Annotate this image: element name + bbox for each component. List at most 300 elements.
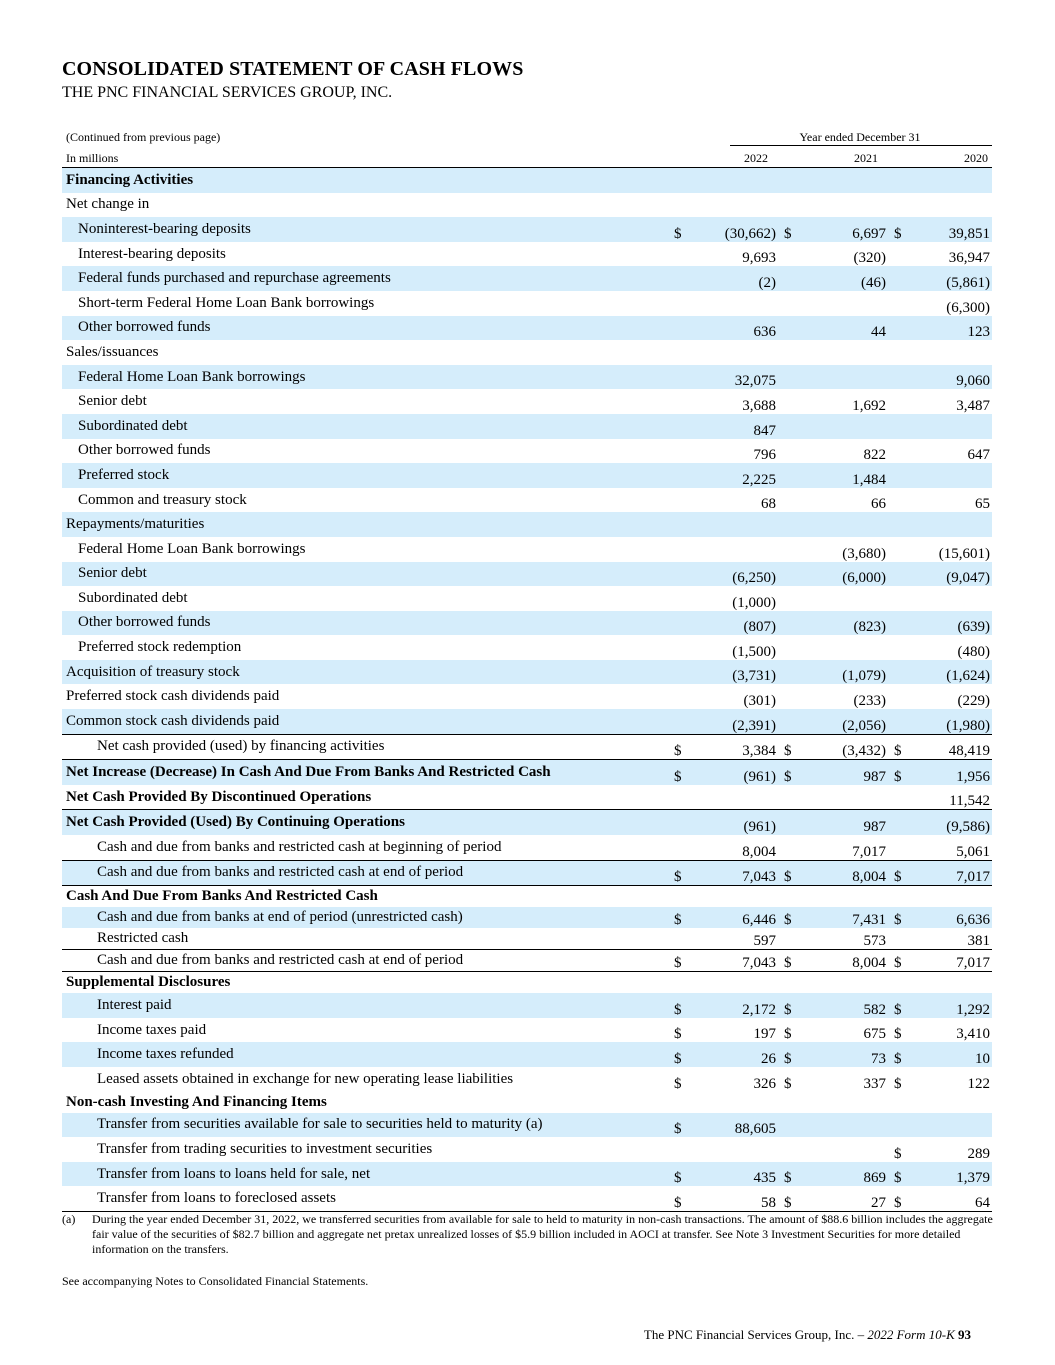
value-2022: (1,000)	[732, 594, 776, 611]
value-2020: 3,410	[956, 1026, 990, 1043]
value-2021: 7,431	[812, 907, 888, 928]
value-2020: 1,379	[922, 1162, 992, 1187]
value-2021: (823)	[812, 611, 888, 636]
dollar-sign	[888, 512, 922, 537]
value-2022: 597	[753, 933, 776, 950]
value-2022: 326	[753, 1075, 776, 1092]
row-label: Interest paid	[62, 993, 668, 1018]
table-row	[62, 993, 992, 1018]
dollar-sign	[778, 586, 812, 611]
value-2022: 197	[753, 1026, 776, 1043]
table-row	[62, 860, 992, 886]
value-2022: 7,043	[702, 950, 778, 972]
table-row	[62, 1162, 992, 1187]
table-row	[62, 168, 992, 193]
row-label: Preferred stock cash dividends paid	[66, 688, 280, 705]
dollar-sign	[668, 316, 702, 341]
value-2022: (961)	[702, 810, 778, 835]
dollar-sign	[668, 886, 702, 908]
table-row	[62, 810, 992, 835]
value-2022: 3,384	[702, 734, 778, 760]
row-label: Net Cash Provided (Used) By Continuing Operations	[62, 810, 668, 835]
value-2022: 2,225	[702, 463, 778, 488]
dollar-sign: $	[778, 907, 812, 928]
dollar-sign	[888, 611, 922, 636]
row-label: Common stock cash dividends paid	[62, 709, 668, 734]
dollar-sign: $	[888, 907, 922, 928]
value-2021	[812, 586, 888, 611]
value-2022: (1,500)	[732, 643, 776, 660]
value-2022: 9,693	[742, 250, 776, 267]
value-2021: 1,484	[812, 463, 888, 488]
dollar-sign	[888, 1092, 922, 1113]
value-2020: (1,624)	[922, 660, 992, 685]
dollar-sign	[778, 512, 812, 537]
year-2022-header: 2022	[744, 151, 768, 165]
table-row	[62, 635, 992, 660]
dollar-sign	[668, 193, 702, 218]
dollar-sign	[888, 785, 922, 810]
dollar-sign	[888, 365, 922, 390]
dollar-sign	[668, 1137, 702, 1162]
table-row	[62, 835, 992, 860]
value-2020	[922, 1113, 992, 1138]
value-2020: 7,017	[922, 860, 992, 886]
dollar-sign	[888, 684, 922, 709]
row-label: Leased assets obtained in exchange for new operating lease liabilities	[97, 1070, 514, 1087]
value-2020: 381	[967, 933, 990, 950]
dollar-sign	[668, 835, 702, 860]
table-row	[62, 562, 992, 587]
value-2022: 2,172	[702, 993, 778, 1018]
value-2021: (2,056)	[812, 709, 888, 734]
table-row	[62, 928, 992, 950]
table-row	[62, 389, 992, 414]
row-label: Financing Activities	[62, 168, 668, 193]
dollar-sign: $	[668, 1042, 702, 1067]
dollar-sign	[668, 512, 702, 537]
dollar-sign	[888, 266, 922, 291]
value-2021	[812, 972, 888, 994]
row-label: Net cash provided (used) by financing activities	[62, 734, 668, 760]
row-label: Transfer from loans to loans held for sale, net	[62, 1162, 668, 1187]
dollar-sign: $	[888, 950, 922, 972]
dollar-sign: $	[894, 1145, 902, 1162]
value-2020: (1,980)	[922, 709, 992, 734]
value-2022: (301)	[743, 693, 776, 710]
dollar-sign	[668, 1092, 702, 1113]
value-2020: (5,861)	[922, 266, 992, 291]
table-row	[62, 1186, 992, 1211]
dollar-sign	[778, 835, 812, 860]
row-label: Senior debt	[62, 562, 668, 587]
dollar-sign: $	[894, 1026, 902, 1043]
value-2022	[702, 1137, 778, 1162]
value-2021	[812, 785, 888, 810]
value-2021: 7,017	[852, 843, 886, 860]
value-2021: (6,000)	[812, 562, 888, 587]
value-2022	[702, 537, 778, 562]
row-label: Sales/issuances	[66, 343, 159, 360]
dollar-sign	[778, 389, 812, 414]
see-notes-text: See accompanying Notes to Consolidated Financial Statements.	[62, 1274, 369, 1288]
row-label: Transfer from trading securities to investment securities	[97, 1140, 433, 1157]
value-2020: 36,947	[948, 250, 990, 267]
value-2021: (46)	[812, 266, 888, 291]
value-2020	[922, 886, 992, 908]
table-row	[62, 684, 992, 709]
table-row	[62, 972, 992, 994]
dollar-sign	[888, 291, 922, 316]
table-row	[62, 1042, 992, 1067]
dollar-sign	[668, 340, 702, 365]
dollar-sign	[888, 340, 922, 365]
table-row	[62, 660, 992, 685]
table-row	[62, 291, 992, 316]
value-2022: 58	[702, 1186, 778, 1211]
footnote-marker: (a)	[62, 1212, 76, 1226]
dollar-sign	[888, 886, 922, 908]
dollar-sign	[888, 316, 922, 341]
value-2022: (2,391)	[702, 709, 778, 734]
row-label: Restricted cash	[97, 930, 189, 947]
dollar-sign	[668, 266, 702, 291]
year-2021-header: 2021	[854, 151, 878, 165]
dollar-sign: $	[888, 993, 922, 1018]
value-2022: (3,731)	[702, 660, 778, 685]
dollar-sign	[668, 389, 702, 414]
dollar-sign	[668, 785, 702, 810]
table-row	[62, 414, 992, 439]
dollar-sign: $	[668, 993, 702, 1018]
value-2020	[922, 463, 992, 488]
value-2021: 8,004	[812, 950, 888, 972]
value-2022: (30,662)	[702, 217, 778, 242]
dollar-sign	[778, 193, 812, 218]
table-row	[62, 1092, 992, 1113]
dollar-sign: $	[888, 1186, 922, 1211]
dollar-sign	[668, 972, 702, 994]
row-label: Income taxes paid	[97, 1021, 207, 1038]
dollar-sign: $	[778, 860, 812, 886]
row-label: Short-term Federal Home Loan Bank borrowings	[78, 294, 375, 311]
continued-note: (Continued from previous page)	[66, 130, 221, 144]
dollar-sign	[888, 972, 922, 994]
value-2021	[812, 886, 888, 908]
row-label: Other borrowed funds	[62, 611, 668, 636]
row-label: Federal funds purchased and repurchase agreements	[62, 266, 668, 291]
footer-form: 2022 Form 10-K	[867, 1327, 955, 1342]
dollar-sign	[778, 463, 812, 488]
dollar-sign: $	[778, 1186, 812, 1211]
dollar-sign: $	[778, 1162, 812, 1187]
value-2020: 3,487	[956, 397, 990, 414]
dollar-sign	[778, 635, 812, 660]
dollar-sign	[668, 463, 702, 488]
dollar-sign	[778, 660, 812, 685]
dollar-sign: $	[778, 217, 812, 242]
row-label: Net Increase (Decrease) In Cash And Due From Banks And Restricted Cash	[62, 760, 668, 785]
value-2022: (961)	[702, 760, 778, 785]
dollar-sign	[888, 1113, 922, 1138]
value-2021: 66	[871, 496, 886, 513]
value-2022: 636	[702, 316, 778, 341]
value-2021	[812, 1092, 888, 1113]
row-label: Cash and due from banks and restricted cash at end of period	[62, 950, 668, 972]
value-2020	[922, 512, 992, 537]
table-row	[62, 316, 992, 341]
value-2020: 65	[975, 496, 990, 513]
value-2020: (9,047)	[922, 562, 992, 587]
value-2020: 39,851	[922, 217, 992, 242]
row-label: Federal Home Loan Bank borrowings	[78, 540, 306, 557]
dollar-sign: $	[668, 1113, 702, 1138]
dollar-sign	[778, 168, 812, 193]
value-2022	[702, 785, 778, 810]
table-row	[62, 512, 992, 537]
dollar-sign	[778, 928, 812, 950]
dollar-sign	[778, 972, 812, 994]
table-row	[62, 709, 992, 734]
value-2021	[812, 291, 888, 316]
row-label: Acquisition of treasury stock	[62, 660, 668, 685]
dollar-sign	[888, 810, 922, 835]
table-row	[62, 785, 992, 810]
value-2021	[812, 414, 888, 439]
value-2021: (233)	[853, 693, 886, 710]
year-ended-rule	[730, 145, 992, 146]
table-row	[62, 340, 992, 365]
value-2020: (9,586)	[922, 810, 992, 835]
footnote-text: During the year ended December 31, 2022, we transferred securities from available for sale to held to maturity in non-cash transactions. The amount of $88.6 billion includes the aggregate fair value of the securities of $82.7 billion and aggregate net pretax unrealized losses of $5.9 billion included in AOCI at transfer. See Note 3 Investment Securities for more detailed information on the transfers.	[92, 1212, 993, 1256]
dollar-sign: $	[888, 1042, 922, 1067]
value-2021: 6,697	[812, 217, 888, 242]
dollar-sign: $	[674, 1075, 682, 1092]
dollar-sign	[778, 242, 812, 267]
dollar-sign: $	[668, 860, 702, 886]
row-label: Cash and due from banks at end of period (unrestricted cash)	[62, 907, 668, 928]
value-2022: 32,075	[702, 365, 778, 390]
dollar-sign	[778, 709, 812, 734]
value-2022	[702, 291, 778, 316]
value-2022	[702, 1092, 778, 1113]
dollar-sign: $	[668, 1162, 702, 1187]
value-2021: 822	[863, 447, 886, 464]
row-label: Transfer from loans to foreclosed assets	[62, 1186, 668, 1211]
value-2020: 10	[922, 1042, 992, 1067]
dollar-sign: $	[778, 1042, 812, 1067]
value-2021	[812, 1113, 888, 1138]
dollar-sign	[778, 316, 812, 341]
dollar-sign	[668, 709, 702, 734]
page-footer	[644, 1327, 971, 1343]
dollar-sign	[778, 785, 812, 810]
dollar-sign	[888, 463, 922, 488]
dollar-sign	[888, 709, 922, 734]
dollar-sign: $	[668, 217, 702, 242]
row-label: Senior debt	[78, 393, 147, 410]
year-2020-header: 2020	[964, 151, 988, 165]
dollar-sign	[668, 684, 702, 709]
value-2020	[922, 168, 992, 193]
dollar-sign	[778, 1092, 812, 1113]
dollar-sign: $	[778, 734, 812, 760]
value-2020: 9,060	[922, 365, 992, 390]
table-row	[62, 193, 992, 218]
footer-page-number: 93	[958, 1327, 971, 1342]
value-2022: 88,605	[702, 1113, 778, 1138]
row-label: Common and treasury stock	[78, 491, 247, 508]
dollar-sign	[888, 193, 922, 218]
value-2021: (1,079)	[812, 660, 888, 685]
value-2020	[922, 193, 992, 218]
value-2021: 582	[812, 993, 888, 1018]
value-2022	[702, 512, 778, 537]
dollar-sign	[668, 586, 702, 611]
row-label: Subordinated debt	[62, 414, 668, 439]
dollar-sign	[888, 242, 922, 267]
value-2022: 8,004	[742, 843, 776, 860]
table-row	[62, 439, 992, 464]
dollar-sign	[778, 886, 812, 908]
value-2022	[702, 886, 778, 908]
table-row	[62, 1018, 992, 1043]
dollar-sign	[888, 414, 922, 439]
dollar-sign: $	[778, 950, 812, 972]
dollar-sign	[888, 389, 922, 414]
row-label: Preferred stock	[62, 463, 668, 488]
company-name: THE PNC FINANCIAL SERVICES GROUP, INC.	[62, 84, 393, 101]
dollar-sign	[778, 439, 812, 464]
dollar-sign: $	[888, 217, 922, 242]
dollar-sign	[778, 1137, 812, 1162]
table-row	[62, 537, 992, 562]
dollar-sign: $	[674, 1026, 682, 1043]
dollar-sign	[888, 439, 922, 464]
dollar-sign	[778, 414, 812, 439]
value-2021	[812, 340, 888, 365]
value-2022	[702, 972, 778, 994]
dollar-sign	[778, 340, 812, 365]
value-2020: 1,956	[922, 760, 992, 785]
dollar-sign	[668, 635, 702, 660]
row-label: Preferred stock redemption	[78, 639, 242, 656]
dollar-sign: $	[778, 993, 812, 1018]
value-2020: 11,542	[949, 793, 990, 810]
dollar-sign	[778, 488, 812, 513]
dollar-sign: $	[888, 860, 922, 886]
row-label: Supplemental Disclosures	[66, 974, 231, 991]
row-label: Other borrowed funds	[62, 316, 668, 341]
value-2022: 796	[753, 447, 776, 464]
value-2022: 435	[702, 1162, 778, 1187]
dollar-sign	[668, 810, 702, 835]
footer-company: The PNC Financial Services Group, Inc. –	[643, 1327, 865, 1342]
value-2020: 5,061	[956, 843, 990, 860]
dollar-sign	[778, 266, 812, 291]
dollar-sign	[778, 684, 812, 709]
column-header-years	[62, 149, 992, 168]
dollar-sign	[778, 562, 812, 587]
value-2021	[812, 1137, 888, 1162]
value-2020	[922, 414, 992, 439]
table-row	[62, 488, 992, 513]
value-2020: 1,292	[922, 993, 992, 1018]
value-2020: 122	[967, 1075, 990, 1092]
value-2022: (6,250)	[702, 562, 778, 587]
dollar-sign	[668, 611, 702, 636]
value-2022: (807)	[702, 611, 778, 636]
value-2021: 8,004	[812, 860, 888, 886]
value-2022	[702, 168, 778, 193]
value-2022: (2)	[702, 266, 778, 291]
value-2021: 675	[863, 1026, 886, 1043]
dollar-sign: $	[668, 950, 702, 972]
value-2021: 337	[863, 1075, 886, 1092]
column-header-top	[62, 128, 992, 146]
value-2021: (320)	[853, 250, 886, 267]
table-row	[62, 760, 992, 785]
value-2022: 6,446	[702, 907, 778, 928]
table-row	[62, 242, 992, 267]
dollar-sign: $	[784, 1026, 792, 1043]
dollar-sign: $	[668, 1186, 702, 1211]
dollar-sign	[888, 635, 922, 660]
dollar-sign	[888, 168, 922, 193]
row-label: Interest-bearing deposits	[78, 245, 226, 262]
dollar-sign	[668, 414, 702, 439]
value-2022: 847	[702, 414, 778, 439]
dollar-sign: $	[894, 1075, 902, 1092]
dollar-sign: $	[668, 734, 702, 760]
dollar-sign	[668, 439, 702, 464]
dollar-sign	[668, 488, 702, 513]
dollar-sign	[668, 660, 702, 685]
value-2021: 573	[863, 933, 886, 950]
value-2022: 3,688	[742, 397, 776, 414]
value-2021: 1,692	[852, 397, 886, 414]
value-2020: 6,636	[922, 907, 992, 928]
value-2022	[702, 340, 778, 365]
row-label: Net Cash Provided By Discontinued Operations	[66, 788, 372, 805]
row-label: Cash and due from banks and restricted cash at beginning of period	[97, 838, 502, 855]
value-2022: 68	[761, 496, 776, 513]
dollar-sign	[778, 365, 812, 390]
table-row	[62, 1113, 992, 1138]
value-2021: (3,432)	[812, 734, 888, 760]
dollar-sign	[778, 537, 812, 562]
dollar-sign	[668, 291, 702, 316]
value-2020: (15,601)	[938, 545, 990, 562]
value-2021	[812, 193, 888, 218]
table-row	[62, 886, 992, 908]
value-2022: 26	[702, 1042, 778, 1067]
dollar-sign	[778, 1113, 812, 1138]
table-row	[62, 365, 992, 390]
dollar-sign	[888, 488, 922, 513]
row-label: Income taxes refunded	[62, 1042, 668, 1067]
dollar-sign	[888, 928, 922, 950]
value-2020	[922, 972, 992, 994]
dollar-sign	[888, 562, 922, 587]
value-2021: 73	[812, 1042, 888, 1067]
value-2020: 123	[922, 316, 992, 341]
row-label: Subordinated debt	[78, 589, 188, 606]
dollar-sign	[778, 810, 812, 835]
dollar-sign	[778, 291, 812, 316]
dollar-sign	[668, 537, 702, 562]
row-label: Cash And Due From Banks And Restricted Cash	[66, 888, 378, 905]
